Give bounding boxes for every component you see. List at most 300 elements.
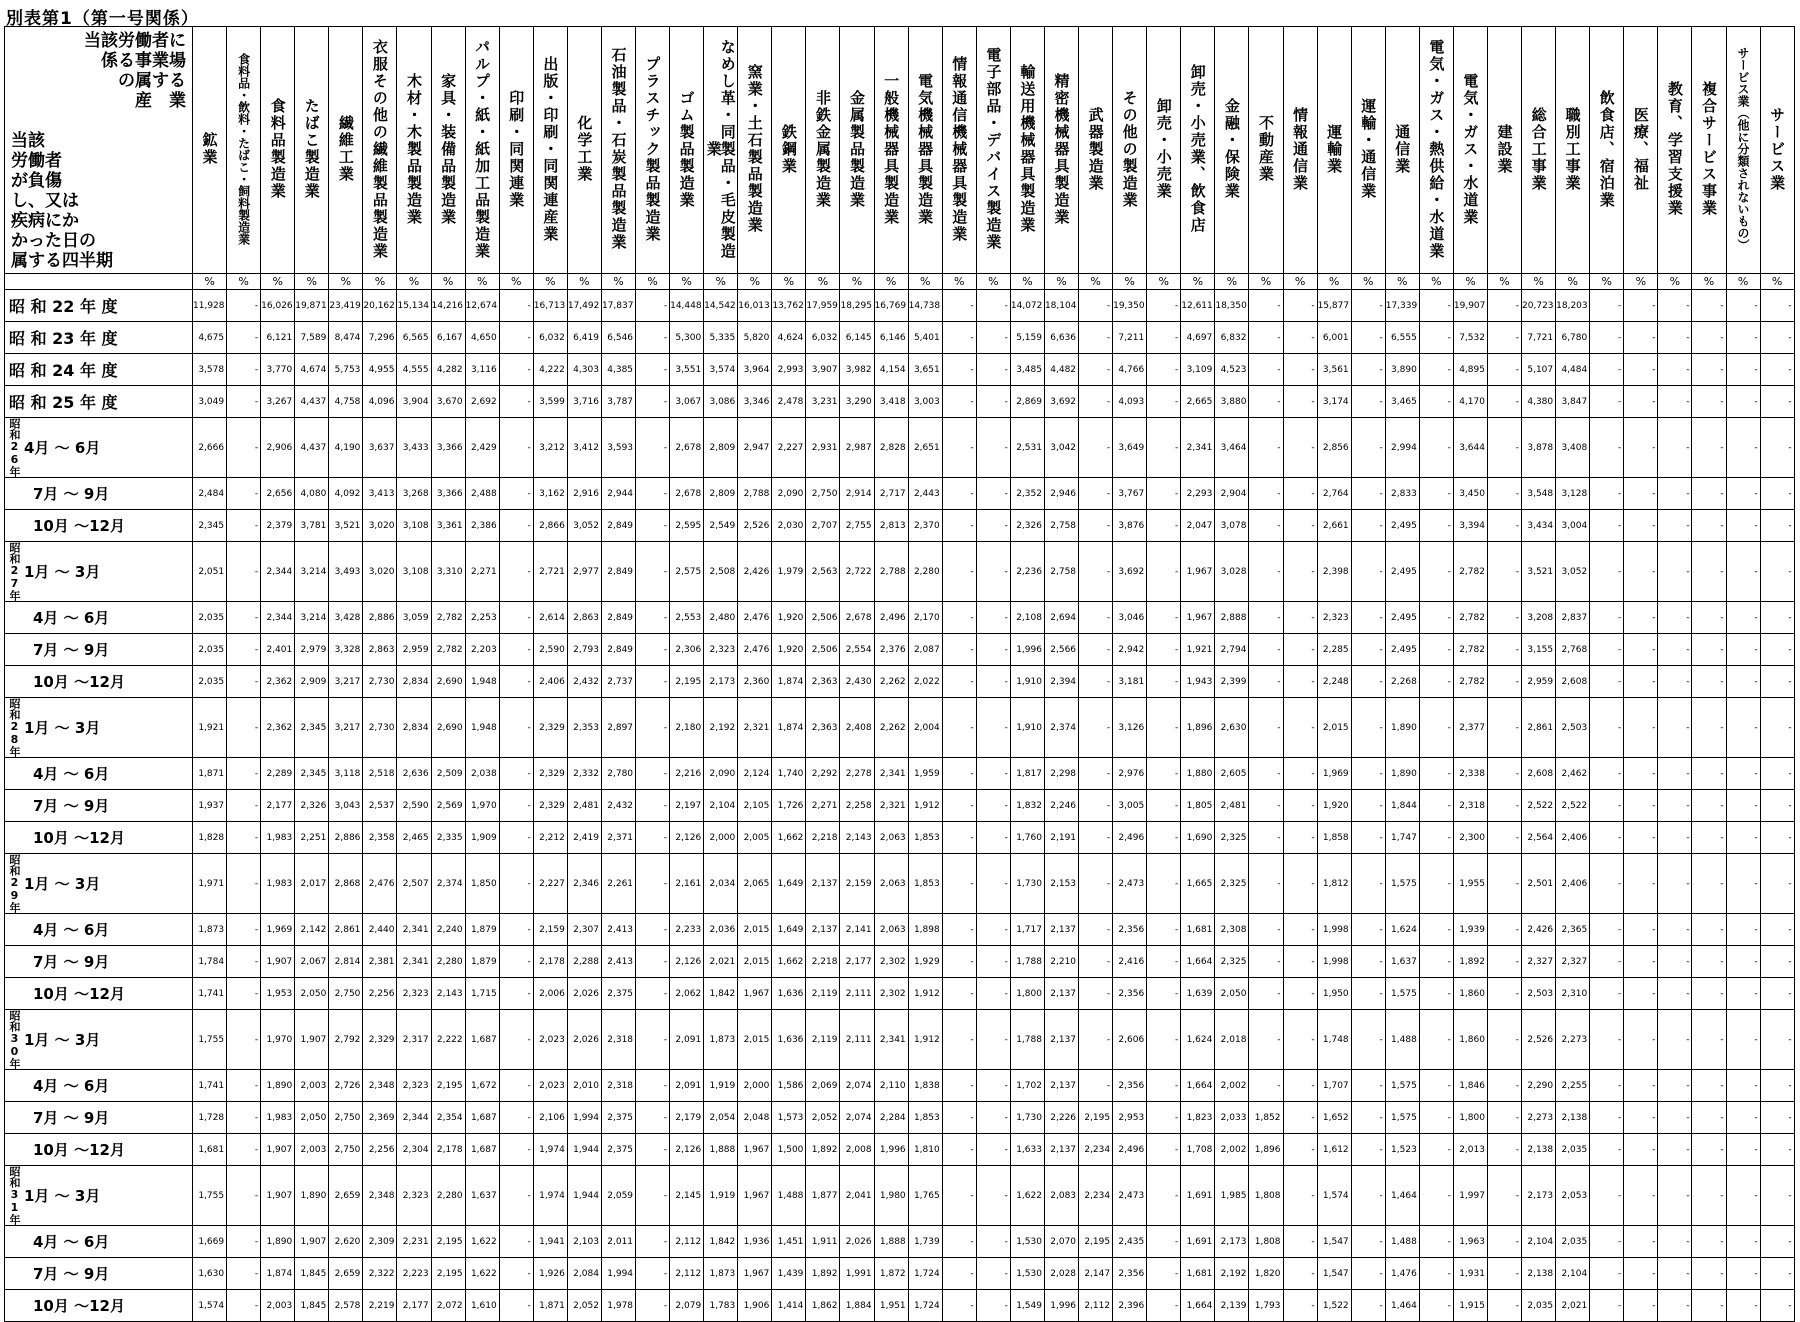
value-cell: 2,371	[601, 822, 635, 854]
table-row	[5, 322, 1795, 354]
value-cell: -	[1079, 758, 1113, 790]
value-cell: 17,492	[567, 290, 601, 322]
value-cell: 3,043	[329, 790, 363, 822]
value-cell: -	[636, 1226, 670, 1258]
value-cell: -	[1624, 822, 1658, 854]
value-cell: -	[1760, 510, 1794, 542]
industry-header-label: 卸売・小売業	[1154, 98, 1173, 200]
value-cell: 1,522	[1317, 1290, 1351, 1322]
value-cell: -	[1624, 386, 1658, 418]
value-cell: -	[1760, 1102, 1794, 1134]
value-cell: 3,521	[329, 510, 363, 542]
value-cell: -	[1419, 1070, 1453, 1102]
value-cell: 2,322	[363, 1258, 397, 1290]
value-cell: 3,217	[329, 666, 363, 698]
value-cell: -	[1658, 1226, 1692, 1258]
value-cell: -	[976, 914, 1010, 946]
value-cell: -	[942, 666, 976, 698]
value-cell: 1,575	[1385, 854, 1419, 914]
value-cell: 3,649	[1113, 418, 1147, 478]
value-cell: 2,325	[1215, 854, 1249, 914]
value-cell: -	[1249, 854, 1283, 914]
value-cell: -	[1624, 978, 1658, 1010]
industry-header-label: 木材・木製品製造業	[405, 72, 423, 226]
value-cell: 2,782	[431, 634, 465, 666]
value-cell: -	[1351, 1102, 1385, 1134]
period-label: 昭 和 24 年 度	[9, 361, 118, 380]
value-cell: -	[1487, 634, 1521, 666]
value-cell: 1,967	[738, 1258, 772, 1290]
industry-header	[636, 27, 670, 274]
value-cell: 3,067	[670, 386, 704, 418]
value-cell: 1,622	[1010, 1166, 1044, 1226]
value-cell: 2,856	[1317, 418, 1351, 478]
value-cell: 2,484	[193, 478, 227, 510]
unit-cell: %	[601, 274, 635, 290]
value-cell: -	[1726, 322, 1760, 354]
value-cell: 1,974	[533, 1134, 567, 1166]
value-cell: 2,323	[704, 634, 738, 666]
value-cell: -	[1692, 634, 1726, 666]
value-cell: 4,624	[772, 322, 806, 354]
value-cell: -	[227, 1102, 261, 1134]
value-cell: 4,437	[295, 418, 329, 478]
period-label: 7月 ～ 9月	[33, 797, 110, 815]
value-cell: 1,879	[465, 946, 499, 978]
value-cell: 2,011	[601, 1226, 635, 1258]
value-cell: 3,651	[908, 354, 942, 386]
value-cell: 6,565	[397, 322, 431, 354]
value-cell: 1,547	[1317, 1258, 1351, 1290]
value-cell: -	[976, 1166, 1010, 1226]
value-cell: 2,197	[670, 790, 704, 822]
value-cell: 2,108	[1010, 602, 1044, 634]
value-cell: 2,897	[601, 698, 635, 758]
value-cell: 1,530	[1010, 1226, 1044, 1258]
industry-header-label: 食料品製造業	[268, 98, 287, 200]
value-cell: -	[1624, 854, 1658, 914]
table-row	[5, 666, 1795, 698]
value-cell: 2,053	[1556, 1166, 1590, 1226]
industry-header-label: 飲食店、宿泊業	[1597, 89, 1616, 209]
value-cell: 1,890	[261, 1070, 295, 1102]
value-cell: -	[499, 354, 533, 386]
value-cell: 1,574	[1317, 1166, 1351, 1226]
value-cell: 2,079	[670, 1290, 704, 1322]
value-cell: 2,794	[1215, 634, 1249, 666]
value-cell: -	[1624, 1102, 1658, 1134]
value-cell: 1,862	[806, 1290, 840, 1322]
value-cell: 3,042	[1044, 418, 1078, 478]
value-cell: 1,664	[1181, 1290, 1215, 1322]
value-cell: -	[1658, 1102, 1692, 1134]
value-cell: -	[1726, 1226, 1760, 1258]
value-cell: -	[942, 822, 976, 854]
value-cell: 2,005	[738, 822, 772, 854]
value-cell: 2,137	[806, 854, 840, 914]
value-cell: 12,611	[1181, 290, 1215, 322]
value-cell: -	[1147, 354, 1181, 386]
industry-header-label: ゴム製品製造業	[677, 89, 696, 209]
value-cell: -	[1487, 1166, 1521, 1226]
value-cell: -	[227, 698, 261, 758]
era-label: 昭和28年	[8, 698, 21, 757]
value-cell: 3,003	[908, 386, 942, 418]
value-cell: -	[1658, 634, 1692, 666]
value-cell: 3,217	[329, 698, 363, 758]
value-cell: -	[976, 386, 1010, 418]
value-cell: 1,872	[874, 1258, 908, 1290]
unit-cell: %	[1215, 274, 1249, 290]
value-cell: -	[1147, 1166, 1181, 1226]
value-cell: -	[1283, 418, 1317, 478]
value-cell: 5,820	[738, 322, 772, 354]
value-cell: -	[1658, 478, 1692, 510]
value-cell: 2,563	[806, 542, 840, 602]
value-cell: 2,750	[329, 1102, 363, 1134]
value-cell: -	[1658, 946, 1692, 978]
value-cell: -	[1624, 1290, 1658, 1322]
value-cell: 3,174	[1317, 386, 1351, 418]
value-cell: 1,784	[193, 946, 227, 978]
value-cell: 1,451	[772, 1226, 806, 1258]
value-cell: 2,947	[738, 418, 772, 478]
industry-header-label: 職別工事業	[1563, 106, 1582, 192]
value-cell: -	[1590, 290, 1624, 322]
value-cell: 2,828	[874, 418, 908, 478]
value-cell: -	[942, 758, 976, 790]
value-cell: 2,074	[840, 1070, 874, 1102]
value-cell: 1,871	[193, 758, 227, 790]
value-cell: -	[1079, 418, 1113, 478]
value-cell: -	[1692, 602, 1726, 634]
value-cell: 2,496	[874, 602, 908, 634]
value-cell: 2,416	[1113, 946, 1147, 978]
period-cell	[5, 510, 193, 542]
value-cell: -	[1079, 666, 1113, 698]
value-cell: -	[1692, 914, 1726, 946]
value-cell: 2,432	[601, 790, 635, 822]
value-cell: 2,323	[397, 1070, 431, 1102]
value-cell: 2,124	[738, 758, 772, 790]
value-cell: 2,063	[874, 914, 908, 946]
industry-header-label: 総合工事業	[1529, 106, 1548, 192]
value-cell: 2,834	[397, 698, 431, 758]
value-cell: 2,946	[1044, 478, 1078, 510]
value-cell: -	[1760, 354, 1794, 386]
value-cell: -	[1760, 322, 1794, 354]
value-cell: 2,379	[261, 510, 295, 542]
value-cell: 2,813	[874, 510, 908, 542]
unit-cell: %	[670, 274, 704, 290]
value-cell: -	[1726, 418, 1760, 478]
value-cell: -	[1726, 914, 1760, 946]
value-cell: 2,666	[193, 418, 227, 478]
value-cell: -	[1590, 1226, 1624, 1258]
value-cell: -	[1760, 418, 1794, 478]
period-cell	[5, 758, 193, 790]
value-cell: -	[942, 322, 976, 354]
unit-cell: %	[942, 274, 976, 290]
value-cell: -	[1079, 478, 1113, 510]
value-cell: -	[1726, 290, 1760, 322]
value-cell: -	[1249, 1010, 1283, 1070]
value-cell: -	[1590, 1134, 1624, 1166]
value-cell: 2,375	[601, 1134, 635, 1166]
value-cell: -	[942, 354, 976, 386]
value-cell: -	[1726, 822, 1760, 854]
value-cell: 2,195	[1079, 1226, 1113, 1258]
value-cell: 3,433	[397, 418, 431, 478]
value-cell: 1,850	[465, 854, 499, 914]
value-cell: -	[1726, 698, 1760, 758]
value-cell: -	[1726, 1290, 1760, 1322]
quarter-label: 1月 ～ 3月	[24, 563, 101, 581]
value-cell: 7,589	[295, 322, 329, 354]
value-cell: 2,886	[363, 602, 397, 634]
value-cell: 1,971	[193, 854, 227, 914]
value-cell: -	[942, 634, 976, 666]
value-cell: 2,906	[261, 418, 295, 478]
value-cell: 2,065	[738, 854, 772, 914]
period-label: 10月 ～12月	[33, 673, 125, 691]
value-cell: -	[1692, 1134, 1726, 1166]
value-cell: 2,280	[431, 946, 465, 978]
value-cell: 1,838	[908, 1070, 942, 1102]
unit-cell: %	[1760, 274, 1794, 290]
value-cell: 1,702	[1010, 1070, 1044, 1102]
industry-header	[806, 27, 840, 274]
value-cell: 2,262	[874, 666, 908, 698]
value-cell: 2,606	[1113, 1010, 1147, 1070]
value-cell: 2,481	[1215, 790, 1249, 822]
value-cell: -	[1419, 478, 1453, 510]
value-cell: 7,296	[363, 322, 397, 354]
table-row	[5, 1010, 1795, 1070]
value-cell: 2,070	[1044, 1226, 1078, 1258]
value-cell: 2,440	[363, 914, 397, 946]
value-cell: -	[1487, 758, 1521, 790]
value-cell: -	[1624, 1134, 1658, 1166]
value-cell: 2,376	[874, 634, 908, 666]
table-row	[5, 1290, 1795, 1322]
value-cell: -	[1726, 854, 1760, 914]
value-cell: 2,318	[601, 1070, 635, 1102]
value-cell: -	[1760, 698, 1794, 758]
value-cell: 6,121	[261, 322, 295, 354]
value-cell: -	[1624, 1070, 1658, 1102]
value-cell: 1,890	[1385, 698, 1419, 758]
period-cell	[5, 1070, 193, 1102]
value-cell: 2,306	[670, 634, 704, 666]
value-cell: 2,002	[1215, 1070, 1249, 1102]
value-cell: -	[1249, 914, 1283, 946]
value-cell: 2,234	[1079, 1134, 1113, 1166]
value-cell: 2,495	[1385, 634, 1419, 666]
value-cell: 2,323	[397, 1166, 431, 1226]
value-cell: -	[1658, 698, 1692, 758]
value-cell: 1,967	[738, 1166, 772, 1226]
value-cell: 2,419	[567, 822, 601, 854]
value-cell: -	[1283, 1070, 1317, 1102]
value-cell: -	[1283, 790, 1317, 822]
value-cell: 2,849	[601, 542, 635, 602]
value-cell: 2,435	[1113, 1226, 1147, 1258]
value-cell: 2,344	[261, 542, 295, 602]
value-cell: 1,624	[1181, 1010, 1215, 1070]
value-cell: -	[1351, 1258, 1385, 1290]
industry-header	[567, 27, 601, 274]
value-cell: -	[1147, 1070, 1181, 1102]
value-cell: -	[1419, 698, 1453, 758]
unit-cell: %	[1590, 274, 1624, 290]
industry-header-label: 電気・ガス・水道業	[1461, 72, 1480, 226]
value-cell: -	[499, 386, 533, 418]
value-cell: 2,953	[1113, 1102, 1147, 1134]
value-cell: 2,104	[1522, 1226, 1556, 1258]
value-cell: 2,678	[670, 478, 704, 510]
table-row	[5, 634, 1795, 666]
value-cell: 23,419	[329, 290, 363, 322]
value-cell: -	[636, 386, 670, 418]
value-cell: 2,323	[397, 978, 431, 1010]
value-cell: 2,126	[670, 822, 704, 854]
value-cell: -	[942, 790, 976, 822]
industry-header-label: 情報通信業	[1291, 106, 1310, 192]
value-cell: -	[1726, 542, 1760, 602]
value-cell: 1,919	[704, 1166, 738, 1226]
value-cell: -	[1283, 510, 1317, 542]
value-cell: 4,096	[363, 386, 397, 418]
value-cell: 2,298	[1044, 758, 1078, 790]
value-cell: -	[1249, 946, 1283, 978]
value-cell: -	[636, 602, 670, 634]
value-cell: 2,690	[431, 698, 465, 758]
value-cell: 2,240	[431, 914, 465, 946]
value-cell: -	[499, 758, 533, 790]
value-cell: 3,361	[431, 510, 465, 542]
value-cell: -	[1624, 290, 1658, 322]
value-cell: -	[1590, 1010, 1624, 1070]
value-cell: 1,652	[1317, 1102, 1351, 1134]
value-cell: -	[976, 1290, 1010, 1322]
value-cell: 2,069	[806, 1070, 840, 1102]
value-cell: 1,953	[261, 978, 295, 1010]
value-cell: 2,338	[1453, 758, 1487, 790]
value-cell: 3,052	[1556, 542, 1590, 602]
value-cell: -	[1079, 542, 1113, 602]
value-cell: -	[1487, 322, 1521, 354]
value-cell: 2,006	[533, 978, 567, 1010]
value-cell: 1,464	[1385, 1166, 1419, 1226]
value-cell: 2,717	[874, 478, 908, 510]
industry-header-label: 電気機械器具製造業	[916, 72, 935, 226]
industry-header-label: なめし革・同製品・毛皮製造業	[704, 38, 737, 260]
industry-header	[1624, 27, 1658, 274]
value-cell: 2,354	[431, 1102, 465, 1134]
value-cell: 2,143	[840, 822, 874, 854]
value-cell: 3,551	[670, 354, 704, 386]
value-cell: -	[1760, 542, 1794, 602]
value-cell: -	[1079, 1010, 1113, 1070]
value-cell: 1,842	[704, 978, 738, 1010]
value-cell: -	[1590, 822, 1624, 854]
value-cell: -	[942, 290, 976, 322]
value-cell: 3,767	[1113, 478, 1147, 510]
value-cell: 1,488	[772, 1166, 806, 1226]
value-cell: 4,555	[397, 354, 431, 386]
value-cell: -	[227, 1166, 261, 1226]
period-cell	[5, 698, 193, 758]
value-cell: 1,969	[261, 914, 295, 946]
value-cell: 3,408	[1556, 418, 1590, 478]
table-body	[5, 290, 1795, 1322]
value-cell: 1,910	[1010, 698, 1044, 758]
value-cell: -	[1283, 822, 1317, 854]
value-cell: 1,755	[193, 1166, 227, 1226]
value-cell: 1,996	[1010, 634, 1044, 666]
period-label: 10月 ～12月	[33, 1297, 125, 1315]
value-cell: -	[1487, 946, 1521, 978]
value-cell: -	[1283, 666, 1317, 698]
value-cell: -	[227, 1070, 261, 1102]
quarter-label: 1月 ～ 3月	[24, 1187, 101, 1205]
value-cell: 3,890	[1385, 354, 1419, 386]
value-cell: 2,356	[1113, 1070, 1147, 1102]
value-cell: 1,649	[772, 854, 806, 914]
unit-cell: %	[1249, 274, 1283, 290]
value-cell: 2,192	[704, 698, 738, 758]
industry-header-label: サービス業	[1768, 106, 1787, 192]
value-cell: 2,537	[363, 790, 397, 822]
unit-cell: %	[1113, 274, 1147, 290]
value-cell: 14,542	[704, 290, 738, 322]
value-cell: 1,637	[465, 1166, 499, 1226]
value-cell: -	[1419, 542, 1453, 602]
industry-header	[193, 27, 227, 274]
value-cell: 1,877	[806, 1166, 840, 1226]
value-cell: 1,941	[533, 1226, 567, 1258]
value-cell: -	[227, 1226, 261, 1258]
value-cell: 2,614	[533, 602, 567, 634]
value-cell: 1,500	[772, 1134, 806, 1166]
value-cell: 2,321	[738, 698, 772, 758]
unit-cell: %	[704, 274, 738, 290]
value-cell: 4,093	[1113, 386, 1147, 418]
value-cell: -	[1760, 854, 1794, 914]
value-cell: 2,793	[567, 634, 601, 666]
value-cell: 2,126	[670, 1134, 704, 1166]
value-cell: -	[1726, 1166, 1760, 1226]
quarter-label: 4月 ～ 6月	[24, 439, 101, 457]
table-row	[5, 418, 1795, 478]
value-cell: -	[1590, 322, 1624, 354]
value-cell: 2,143	[431, 978, 465, 1010]
value-cell: 20,723	[1522, 290, 1556, 322]
industry-header-label: 電子部品・デバイス製造業	[984, 47, 1003, 251]
value-cell: 2,590	[533, 634, 567, 666]
value-cell: 2,195	[431, 1070, 465, 1102]
value-cell: 2,290	[1522, 1070, 1556, 1102]
value-cell: 2,526	[738, 510, 772, 542]
value-cell: 2,429	[465, 418, 499, 478]
value-cell: 2,369	[363, 1102, 397, 1134]
value-cell: -	[1760, 1226, 1794, 1258]
unit-cell: %	[840, 274, 874, 290]
industry-header-label: 衣服その他の繊維製品製造業	[370, 38, 389, 260]
industry-header-label: 繊維工業	[336, 115, 355, 183]
industry-header-label: 一般機械器具製造業	[882, 72, 901, 226]
